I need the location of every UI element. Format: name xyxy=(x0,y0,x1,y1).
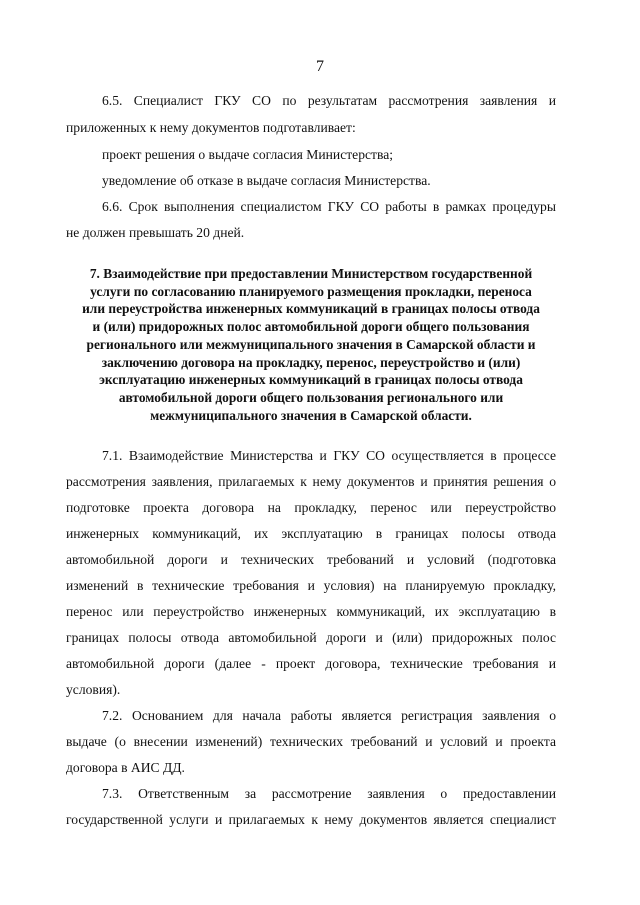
paragraph-6-6-line-1: 6.6. Срок выполнения специалистом ГКУ СО работы в рамках процедуры xyxy=(102,199,556,214)
paragraph-7-1-line: автомобильной дороги и технических требований и условий (подготовка xyxy=(66,552,556,567)
heading-line: эксплуатацию инженерных коммуникаций в границах полосы отвода xyxy=(99,372,523,388)
heading-line: услуги по согласованию планируемого размещения прокладки, переноса xyxy=(90,283,532,299)
list-item-notice: уведомление об отказе в выдаче согласия Министерства. xyxy=(102,173,431,188)
paragraph-7-1-line: подготовке проекта договора на прокладку, перенос или переустройство xyxy=(66,500,556,515)
heading-line: или переустройства инженерных коммуникаций в границах полосы отвода xyxy=(82,301,540,317)
paragraph-7-1-line: инженерных коммуникаций, их эксплуатацию в границах полосы отвода xyxy=(66,526,556,541)
page-number: 7 xyxy=(316,58,324,75)
paragraph-7-1-line: изменений в технические требования и условия) на планируемую прокладку, xyxy=(66,578,556,593)
heading-line: автомобильной дороги общего пользования регионального или xyxy=(118,389,504,405)
paragraph-7-1-line: перенос или переустройство инженерных коммуникаций, их эксплуатацию в xyxy=(66,604,556,619)
paragraph-7-2-line: договора в АИС ДД. xyxy=(66,760,185,775)
heading-line: 7. Взаимодействие при предоставлении Министерством государственной xyxy=(89,266,533,281)
paragraph-7-1-line: 7.1. Взаимодействие Министерства и ГКУ СО осуществляется в процессе xyxy=(102,448,556,463)
list-item-project: проект решения о выдаче согласия Министерства; xyxy=(102,147,394,162)
paragraph-6-5-line-2: приложенных к нему документов подготавливает: xyxy=(66,120,356,135)
paragraph-6-5-line-1: 6.5. Специалист ГКУ СО по результатам рассмотрения заявления и xyxy=(102,93,556,108)
heading-line: межмуниципального значения в Самарской области. xyxy=(150,407,472,423)
section-7-heading xyxy=(66,265,556,424)
paragraph-7-1-line: условия). xyxy=(66,682,121,697)
paragraph-7-2-line: выдаче (о внесении изменений) технических требований и условий и проекта xyxy=(66,734,556,749)
paragraph-6-6-line-2: не должен превышать 20 дней. xyxy=(66,225,245,240)
paragraph-7-3-line: 7.3. Ответственным за рассмотрение заявления о предоставлении xyxy=(102,786,556,801)
heading-line: регионального или межмуниципального значения в Самарской области и xyxy=(86,336,536,352)
paragraph-7-1-line: рассмотрения заявления, прилагаемых к нему документов и принятия решения о xyxy=(66,474,556,489)
heading-line: заключению договора на прокладку, перенос, переустройство и (или) xyxy=(101,354,521,370)
paragraph-7-1-line: автомобильной дороги (далее - проект договора, технические требования и xyxy=(66,656,556,671)
heading-line: и (или) придорожных полос автомобильной дороги общего пользования xyxy=(92,319,530,335)
paragraph-7-1-line: границах полосы отвода автомобильной дороги и (или) придорожных полос xyxy=(66,630,556,645)
paragraph-7-2-line: 7.2. Основанием для начала работы является регистрация заявления о xyxy=(102,708,556,723)
paragraph-7-3-line: государственной услуги и прилагаемых к нему документов является специалист xyxy=(66,812,556,827)
